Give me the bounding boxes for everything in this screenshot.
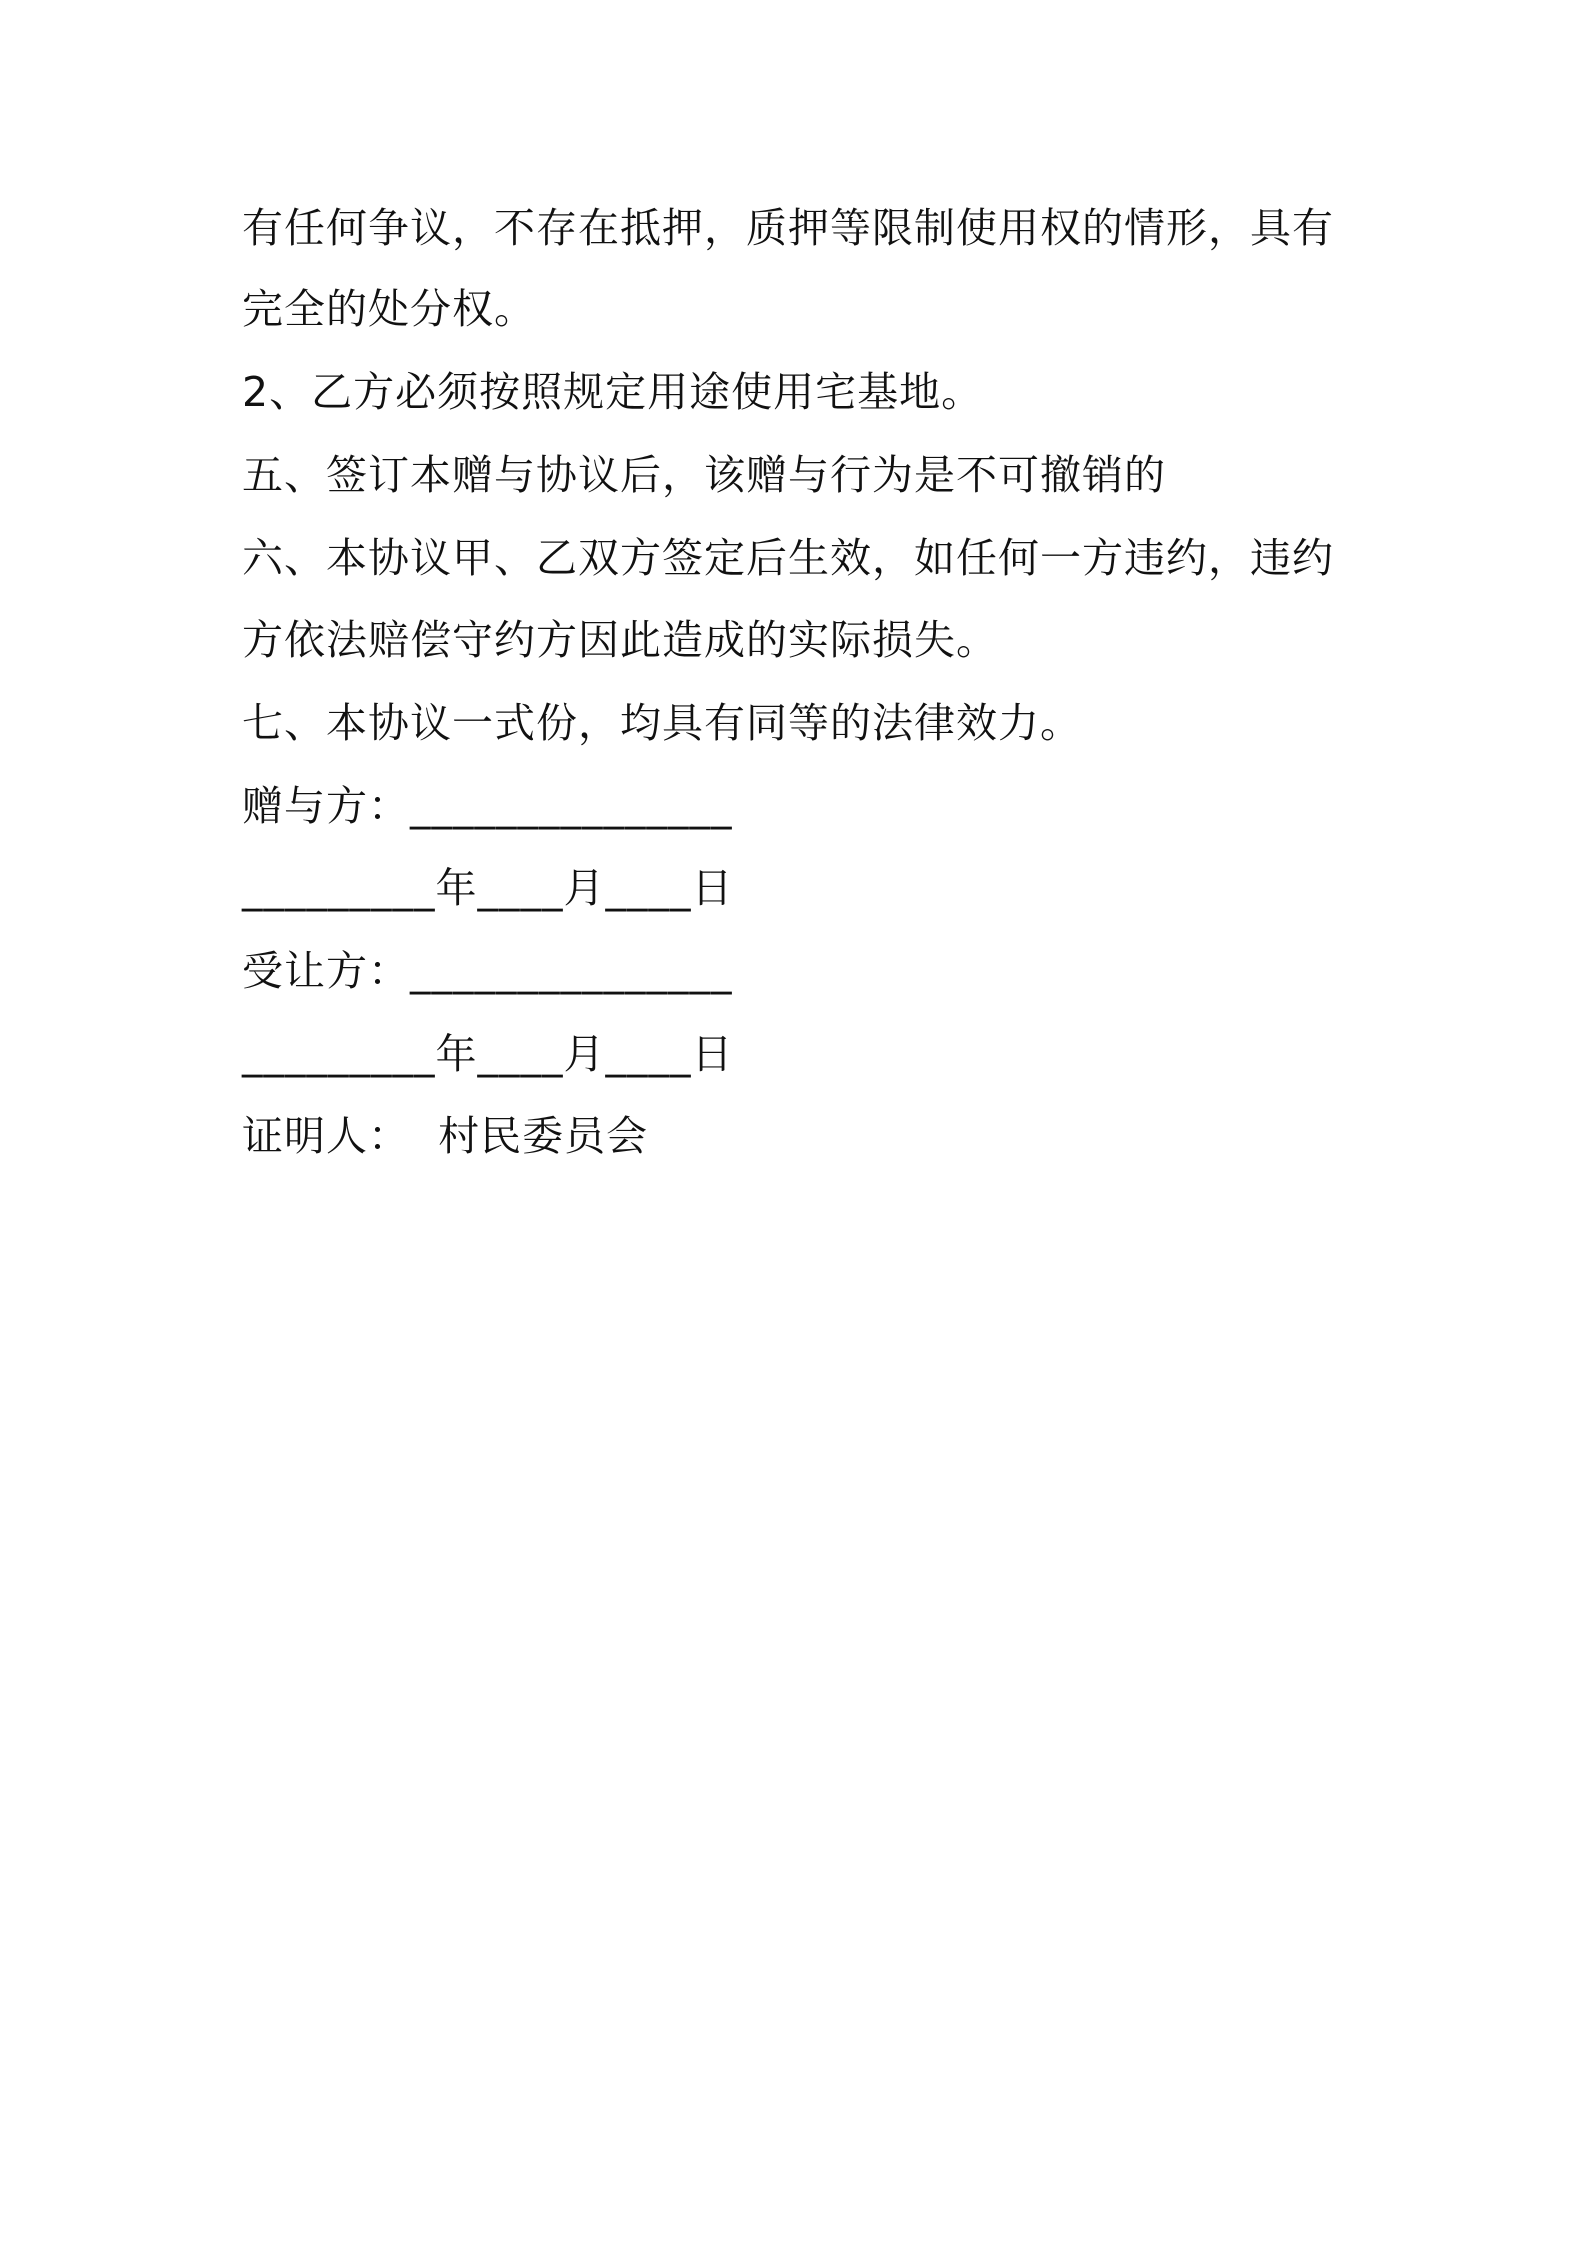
witness-line: 证明人： 村民委员会 <box>242 1112 649 1160</box>
donor-date-line: _________年____月____日 <box>242 864 734 912</box>
clause-6-line: 方依法赔偿守约方因此造成的实际损失。 <box>242 616 998 664</box>
clause-7: 七、本协议一式份，均具有同等的法律效力。 <box>242 699 1082 747</box>
paragraph-line: 有任何争议，不存在抵押，质押等限制使用权的情形，具有 <box>242 204 1334 252</box>
clause-6-line: 六、本协议甲、乙双方签定后生效，如任何一方违约，违约 <box>242 534 1334 582</box>
recipient-signature-line: 受让方：_______________ <box>242 947 733 995</box>
clause-4-2: 2、乙方必须按照规定用途使用宅基地。 <box>242 368 984 416</box>
donor-signature-line: 赠与方：_______________ <box>242 782 733 830</box>
paragraph-line: 完全的处分权。 <box>242 285 536 333</box>
recipient-date-line: _________年____月____日 <box>242 1030 734 1078</box>
clause-5: 五、签订本赠与协议后，该赠与行为是不可撤销的 <box>242 451 1166 499</box>
